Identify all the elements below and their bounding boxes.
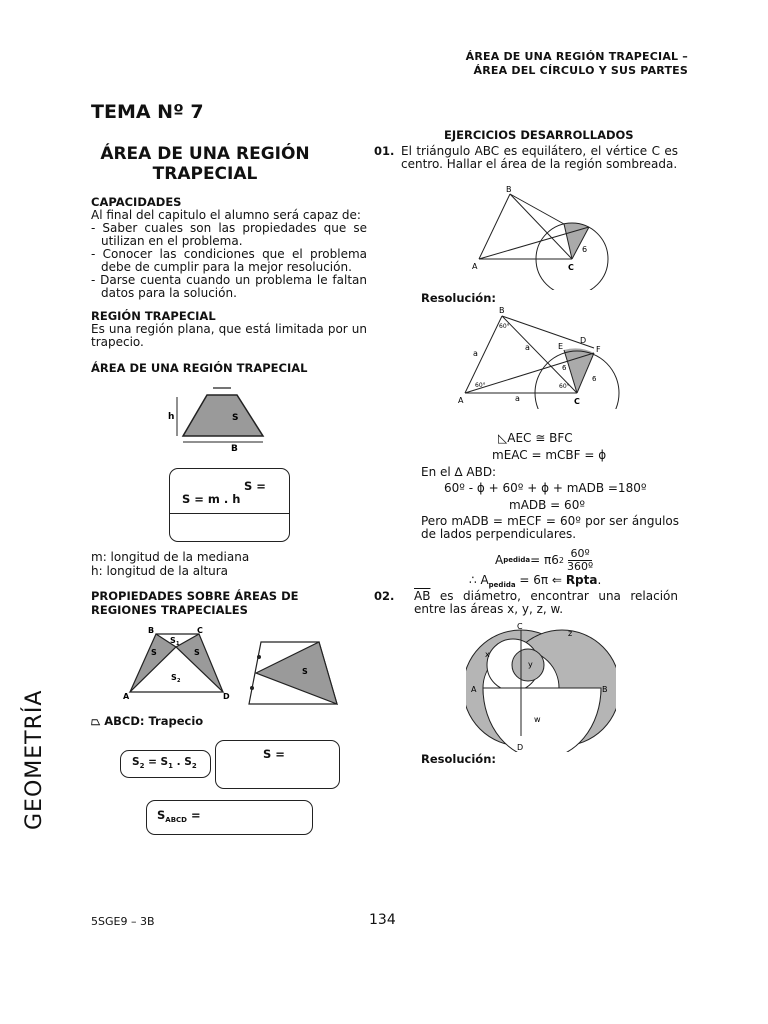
f2-a: A bbox=[458, 396, 464, 405]
fb3-b: = bbox=[187, 808, 201, 822]
problem-01-text: El triángulo ABC es equilátero, el vértice C es centro. Hallar el área de la región sombreada. bbox=[401, 144, 678, 171]
tt-s: S bbox=[302, 667, 308, 676]
bowtie-s2: S bbox=[171, 673, 177, 682]
tema-title: TEMA Nº 7 bbox=[91, 101, 204, 123]
eq-area-b: = π6 bbox=[530, 553, 559, 567]
eq-area-den: 360º bbox=[566, 560, 594, 573]
capacidades-intro: Al final del capitulo el alumno será capaz de: bbox=[91, 208, 361, 222]
problem-02-number: 02. bbox=[374, 589, 395, 603]
f2-six1: 6 bbox=[562, 364, 567, 372]
trapecio-label bbox=[91, 714, 203, 729]
fb1-c: . S bbox=[172, 756, 192, 768]
bowtie-c: C bbox=[197, 626, 203, 635]
eq-congruence-text: AEC ≅ BFC bbox=[507, 431, 573, 445]
eq-pero: Pero mADB = mECF = 60º por ser ángulos de lados perpendiculares. bbox=[421, 514, 679, 541]
capacidades-item: - Darse cuenta cuando un problema le faltan datos para la solución. bbox=[91, 273, 367, 300]
f3-d: D bbox=[517, 743, 524, 752]
eq-sum: 60º - ϕ + 60º + ϕ + mADB =180º bbox=[444, 481, 647, 495]
bowtie-s1: S bbox=[170, 636, 176, 645]
eq-area-sub: pedida bbox=[503, 556, 531, 564]
resolucion-02: Resolución: bbox=[421, 752, 496, 766]
footer-code: 5SGE9 – 3B bbox=[91, 915, 155, 928]
capacidades-item: - Saber cuales son las propiedades que se utilizan en el problema. bbox=[91, 221, 367, 248]
f2-d: D bbox=[580, 336, 587, 345]
problem-02-text bbox=[414, 590, 678, 616]
problem-02-body: es diámetro, encontrar una relación entre las áreas x, y, z, w. bbox=[414, 589, 678, 616]
eq-triangle: En el ∆ ABD: bbox=[421, 465, 497, 479]
bowtie-d: D bbox=[223, 692, 230, 701]
chapter-title-line1: ÁREA DE UNA REGIÓN bbox=[100, 144, 310, 164]
fb1-sub2: 1 bbox=[168, 762, 173, 770]
formula-box-s bbox=[215, 740, 340, 789]
chapter-title-line2: TRAPECIAL bbox=[152, 164, 258, 184]
area-heading: ÁREA DE UNA REGIÓN TRAPECIAL bbox=[91, 361, 308, 375]
eq-area-num: 60º bbox=[570, 547, 590, 560]
region-text: Es una región plana, que está limitada por un trapecio. bbox=[91, 322, 367, 349]
propiedades-heading bbox=[91, 589, 299, 617]
formula-s2-text bbox=[132, 756, 197, 772]
bowtie-a: A bbox=[123, 692, 130, 701]
bowtie-s2-sub: 2 bbox=[177, 678, 181, 684]
f2-e: E bbox=[558, 342, 564, 351]
fb3-sub: ABCD bbox=[165, 816, 187, 824]
bowtie-b: B bbox=[148, 626, 155, 635]
f2-a3: a bbox=[515, 394, 520, 403]
capacidades-section bbox=[91, 195, 367, 300]
eq-adb: mADB = 60º bbox=[509, 498, 585, 512]
formula-box-sabcd bbox=[146, 800, 313, 835]
bowtie-figure bbox=[120, 625, 240, 701]
bowtie-s-left: S bbox=[151, 648, 157, 657]
eq-result: ∴ $A_{pedida} = 6\pi$ ⇐ Rpta. bbox=[469, 573, 602, 589]
ejercicios-heading: EJERCICIOS DESARROLLADOS bbox=[444, 128, 634, 142]
trap-s-label: S bbox=[232, 413, 239, 423]
eq-result-b: = 6π ⇐ bbox=[515, 573, 566, 587]
fb1-sub3: 2 bbox=[191, 762, 197, 770]
f3-w: w bbox=[534, 715, 541, 724]
trap-b-label: B bbox=[231, 444, 238, 453]
trapezoid-symbol-icon: ⏢ bbox=[91, 714, 105, 728]
figure-03 bbox=[466, 620, 616, 752]
region-heading: REGIÓN TRAPECIAL bbox=[91, 309, 216, 323]
resolucion-01: Resolución: bbox=[421, 291, 496, 305]
f3-z: z bbox=[568, 629, 573, 638]
formula-mh: S = m . h bbox=[182, 492, 241, 506]
f3-x: x bbox=[485, 650, 490, 659]
altura-text: h: longitud de la altura bbox=[91, 564, 229, 578]
eq-angles: mEAC = mCBF = ϕ bbox=[492, 448, 607, 462]
side-subject-label: GEOMETRÍA bbox=[22, 689, 47, 830]
f2-ang-a: 60° bbox=[475, 382, 486, 389]
running-header bbox=[466, 50, 688, 78]
page-number: 134 bbox=[369, 912, 396, 928]
rpta-label: Rpta bbox=[565, 573, 598, 587]
capacidades-item: - Conocer las condiciones que el problema debe de cumplir para la mejor resolución. bbox=[91, 247, 367, 274]
trapezoid-triangle-figure bbox=[244, 637, 344, 707]
header-line2: ÁREA DEL CÍRCULO Y SUS PARTES bbox=[473, 64, 688, 77]
f2-ang-b: 60° bbox=[499, 323, 510, 330]
trapezoid-figure bbox=[165, 383, 285, 453]
formula-box-s2 bbox=[120, 750, 211, 778]
f2-a2: a bbox=[525, 343, 530, 352]
eq-result-sub: pedida bbox=[488, 581, 516, 589]
eq-area-a: A bbox=[495, 553, 504, 567]
f1-a: A bbox=[472, 262, 478, 271]
formula-s: S = bbox=[244, 479, 266, 493]
f3-c: C bbox=[517, 622, 523, 631]
f2-six2: 6 bbox=[592, 375, 597, 383]
region-section bbox=[91, 309, 367, 349]
f2-c: C bbox=[574, 397, 580, 406]
problem-02 bbox=[374, 590, 678, 616]
f3-a: A bbox=[471, 685, 477, 694]
f2-f: F bbox=[596, 345, 601, 354]
formula-box-s-text: S = bbox=[263, 747, 285, 761]
eq-area bbox=[495, 548, 593, 573]
chapter-title bbox=[100, 144, 310, 184]
fb1-sub1: 2 bbox=[139, 762, 145, 770]
propiedades-heading-line2: REGIONES TRAPECIALES bbox=[91, 603, 248, 617]
trapecio-label-text: ABCD: Trapecio bbox=[104, 714, 204, 728]
eq-area-sup: 2 bbox=[558, 556, 564, 565]
eq-congruence bbox=[498, 432, 573, 445]
bowtie-s1-sub: 1 bbox=[176, 641, 180, 647]
problem-01-number: 01. bbox=[374, 144, 395, 158]
f1-c: C bbox=[568, 263, 574, 272]
bowtie-s-right: S bbox=[194, 648, 200, 657]
mediana-text: m: longitud de la mediana bbox=[91, 550, 250, 564]
formula-box bbox=[169, 468, 290, 542]
propiedades-heading-line1: PROPIEDADES SOBRE ÁREAS DE bbox=[91, 589, 299, 603]
figure-01 bbox=[466, 182, 616, 290]
eq-result-a: ∴ A bbox=[469, 573, 489, 587]
f2-a1: a bbox=[473, 349, 478, 358]
segment-ab: $\overline{AB}$ bbox=[414, 589, 431, 603]
fb3-a: S bbox=[157, 808, 166, 822]
f1-b: B bbox=[506, 185, 512, 194]
fb1-b: = S bbox=[144, 756, 169, 768]
f1-six: 6 bbox=[582, 245, 588, 254]
f2-ang-c: 60° bbox=[559, 383, 570, 390]
capacidades-heading: CAPACIDADES bbox=[91, 195, 182, 209]
formula-sabcd-text bbox=[157, 808, 201, 824]
trap-h-label: h bbox=[168, 412, 175, 422]
eq-area-fraction bbox=[567, 548, 593, 573]
f3-y: y bbox=[528, 660, 533, 669]
problem-01 bbox=[374, 145, 678, 171]
f2-b: B bbox=[499, 306, 505, 315]
right-triangle-icon: ◺ bbox=[498, 431, 508, 445]
header-line1: ÁREA DE UNA REGIÓN TRAPECIAL – bbox=[465, 50, 688, 63]
fb1-a: S bbox=[132, 756, 140, 768]
figure-02 bbox=[455, 303, 625, 409]
f3-b: B bbox=[602, 685, 608, 694]
